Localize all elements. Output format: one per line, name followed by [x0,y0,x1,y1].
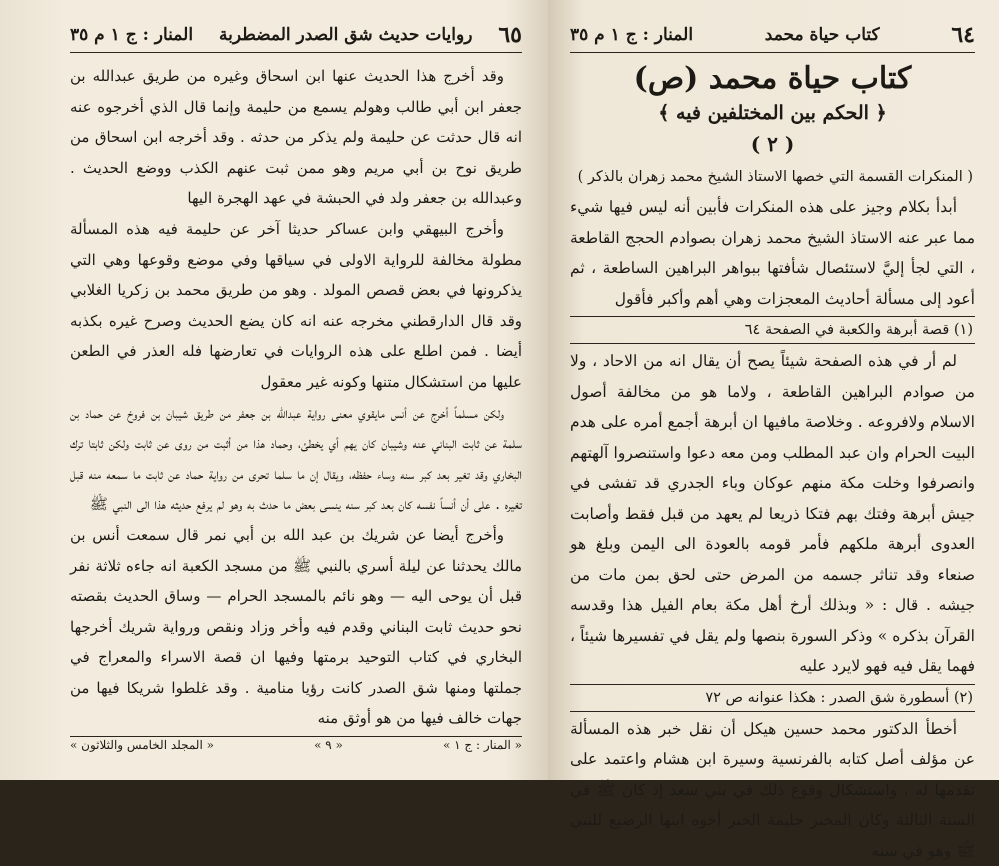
part-number: ( ٢ ) [570,132,975,156]
intro-heading: ( المنكرات القسمة التي خصها الاستاذ الشيخ محمد زهران بالذكر ) [570,164,975,190]
article-subtitle: ﴿ الحكم بين المختلفين فيه ﴾ [570,102,975,124]
section-2-heading: (٢) أسطورة شق الصدر : هكذا عنوانه ص ٧٢ [570,684,975,712]
running-title: روايات حديث شق الصدر المضطربة [219,25,472,45]
page-header [70,22,522,53]
page-65 [0,0,548,780]
paragraph: وأخرج أيضا عن شريك بن عبد الله بن أبي نمر قال سمعت أنس بن مالك يحدثنا عن ليلة أسري بالنبي ﷺ من مسجد الكعبة انه جاءه ثلاثة نفر قبل أن يوحى اليه — وهو نائم بالمسجد الحرام — وساق الحديث بقصته نحو حديث ثابت البناني وقدم فيه وأخر وزاد ونقص ورواية شريك أخرجها البخاري في كتاب التوحيد برمتها وفيها ان قصة الاسراء والمعراج في جملتها ومنها شق الصدر كانت رؤيا منامية . وقد غلطوا شريكا فيها من جهات خالف فيها من هو أوثق منه [70,520,522,734]
paragraph: وأخرج البيهقي وابن عساكر حديثا آخر عن حليمة فيه هذه المسألة مطولة مخالفة للرواية الاولى في سياقها وفي موضع وقوعها وهي التي يذكرونها في بعض قصص المولد . وهو من طريق محمد بن زكريا الغلابي وقد قال الدارقطني مخرجه عنه انه كان يضع الحديث وصرح غيره بكذبه أيضا . فمن اطلع على هذه الروايات في تعارضها فله العذر في الطعن عليها من استشكال متنها وكونه غير معقول [70,214,522,398]
paragraph: ولكن مسلماً أخرج عن أنس مايقوي معنى رواية عبدالله بن جعفر من طريق شيبان بن فروخ عن حماد بن سلمة عن ثابت البناني عنه وشيبان كان يهم أي يخطئ، وحماد هذا من أثبت من روى عن ثابت ولكن ثابتا ترك البخاري وقد تغير بعد كبر سنه وساء حفظه، ويقال إن ما سلما تحرى من رواية حماد عن ثابت ما سمعه منه قبل تغيره . على أن أنساً نفسه كان بعد كبر سنه ينسى بعض ما حدث به وهو لم يرفع حديثه هذا الى النبي ﷺ [70,398,522,520]
page-footer [70,736,522,752]
section-2-body [570,714,975,866]
intro-body [570,192,975,314]
journal-ref: المنار : ج ١ م ٣٥ [570,25,693,45]
paragraph: أبدأ بكلام وجيز على هذه المنكرات فأبين أنه ليس فيها شيء مما عبر عنه الاستاذ الشيخ محمد زهران بصوادم الحجج القاطعة ، التي لجأ إليَّ لاستئصال شأفتها ببواهر البراهين الساطعة ، ثم أعود إلى مسألة أحاديث المعجزات وهي أهم وأكبر فأقول [570,192,975,314]
section-1-body [570,346,975,682]
footer-volume: « المجلد الخامس والثلاثون » [70,738,214,752]
article-title: كتاب حياة محمد (ص) [570,61,975,96]
page-number: ٦٤ [951,22,975,48]
section-1-heading: (١) قصة أبرهة والكعبة في الصفحة ٦٤ [570,316,975,344]
page-header [570,22,975,53]
footer-journal-ref: « المنار : ج ١ » [443,738,522,752]
paragraph: لم أر في هذه الصفحة شيئاً يصح أن يقال انه من الاحاد ، ولا من صوادم البراهين القاطعة ، ولاما هو من مخالفة أصول الاسلام ولافروعه . وخلاصة مافيها ان أبرهة أجمع أمره على هدم البيت الحرام وان عبد المطلب ومن معه دعوا واستنصروا آلهتهم وانصرفوا وخلت مكة منهم عوكان وباء الجدري قد تفشى في جيش أبرهة وفتك بهم فتكا ذريعا لم يعهد من قبل فقط وأصابت العدوى أبرهة ملكهم فأمر قومه بالعودة الى اليمن وبلغ هو صنعاء وقد تناثر جسمه من المرض حتى لحق بمن مات من جيشه . قال : « وبذلك أرخ أهل مكة بعام الفيل هذا وقدسه القرآن بذكره » وذكر السورة بنصها ولم يقل في تفسيرها شيئاً ، فهما يقل فيه فهو لايرد عليه [570,346,975,682]
page-64 [548,0,999,780]
journal-ref: المنار : ج ١ م ٣٥ [70,25,193,45]
page-number: ٦٥ [498,22,522,48]
footer-mark: « ٩ » [314,738,343,752]
book-title: كتاب حياة محمد [765,25,880,45]
paragraph: وقد أخرج هذا الحديث عنها ابن اسحاق وغيره من طريق عبدالله بن جعفر ابن أبي طالب وهولم يسمع من حليمة وإنما قال الذي أخرجوه عنه انه قال حدثت عن حليمة ولم يذكر من حدثه . وقد أخرجه ابن اسحاق من طريق نوح بن أبي مريم وهو ممن ثبت عنهم الكذب ووضع الحديث . وعبدالله بن جعفر ولد في الحبشة في عهد الهجرة اليها [70,61,522,214]
paragraph: أخطأ الدكتور محمد حسين هيكل أن نقل خبر هذه المسألة عن مؤلف أصل كتابه بالفرنسية وسيرة ابن هشام واعتمد على تقدمها له ، واستشكال وقوع ذلك في بني سعد إذ كان ﷺ في السنة الثالثة وكان المخبر حليمة الخبر أخوه ابنها الرضيع للنبي ﷺ وهو في سنه [570,714,975,866]
page-body [70,61,522,734]
